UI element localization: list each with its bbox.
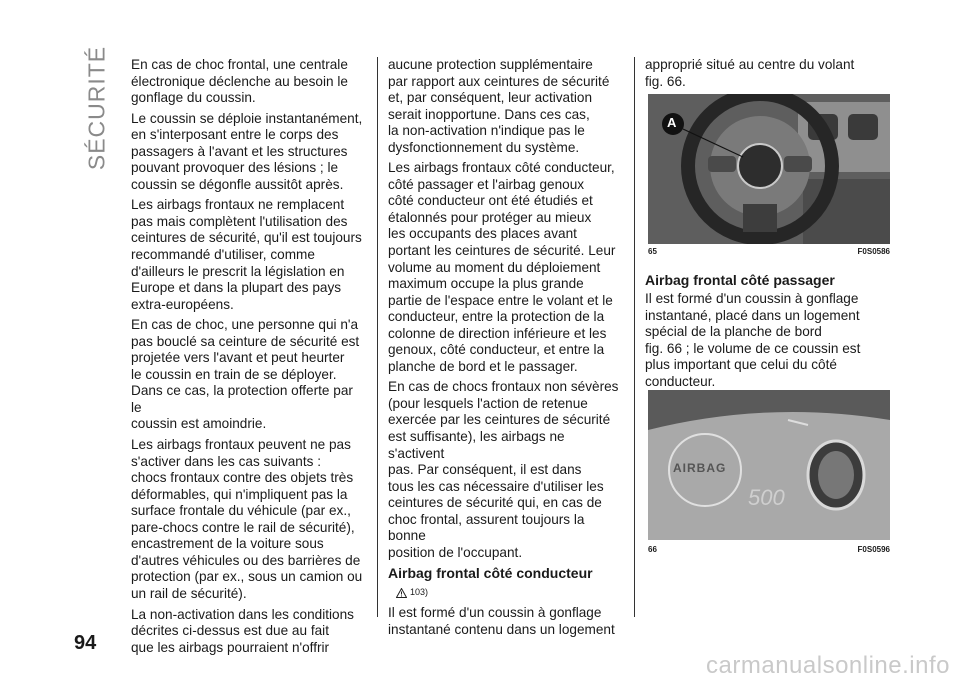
paragraph: Le coussin se déploie instantanément, en s'interposant entre le corps des passagers à l'avant et les structures pouvant provoquer des lésions ; le coussin se dégonfle aussitôt après. — [131, 110, 363, 192]
warning-reference — [396, 584, 624, 601]
column-2 — [388, 57, 624, 642]
section-title: SÉCURITÉ — [83, 45, 110, 171]
column-3-passenger — [645, 272, 890, 394]
paragraph: approprié situé au centre du volant fig. 66. — [645, 57, 855, 89]
steering-wheel-image — [648, 94, 890, 244]
figure-code: F0S0586 — [857, 247, 890, 256]
heading-passenger-airbag: Airbag frontal côté passager — [645, 272, 835, 288]
column-divider — [634, 57, 635, 617]
paragraph: Les airbags frontaux côté conducteur, côté passager et l'airbag genoux côté conducteur ont été étudiés et étalonnés pour protéger au mieux les occupants des places avant portant les ceintures de sécurité. Leur volume au moment du déploiement maximum occupe la plus grande partie de l'espace entre le volant et le conducteur, entre la protection de la colonne de direction inférieure et les genoux, côté conducteur, et entre la planche de bord et le passager. — [388, 160, 616, 374]
figure-caption — [648, 545, 890, 554]
airbag-label: AIRBAG — [673, 461, 727, 475]
figure-code: F0S0596 — [857, 545, 890, 554]
figure-number: 65 — [648, 247, 657, 256]
callout-label-a: A — [667, 115, 677, 130]
paragraph: En cas de choc frontal, une centrale électronique déclenche au besoin le gonflage du coussin. — [131, 57, 348, 106]
model-logo: 500 — [748, 485, 785, 510]
warning-ref-number: 103) — [410, 587, 429, 598]
section-tab — [82, 45, 112, 171]
column-3-intro — [645, 57, 890, 94]
paragraph: aucune protection supplémentaire par rapport aux ceintures de sécurité et, par conséquent, leur activation serait inopportune. Dans ces cas, la non-activation n'indique pas le dysfonctionnement du système. — [388, 57, 610, 155]
paragraph: En cas de chocs frontaux non sévères (pour lesquels l'action de retenue exercée par les ceintures de sécurité est suffisante), les airbags ne s'activent pas. Par conséquent, il est dans tous les cas nécessaire d'utiliser les ceintures de sécurité qui, en cas de choc frontal, assurent toujours la bonne position de l'occupant. — [388, 379, 619, 560]
watermark: carmanualsonline.info — [706, 652, 950, 679]
figure-caption — [648, 247, 890, 256]
column-divider — [377, 57, 378, 617]
paragraph: La non-activation dans les conditions décrites ci-dessus est due au fait que les airbags pourraient n'offrir — [131, 606, 354, 655]
paragraph: En cas de choc, une personne qui n'a pas bouclé sa ceinture de sécurité est projetée vers l'avant et peut heurter le coussin en train de se déployer. Dans ce cas, la protection offerte par le coussin est amoindrie. — [131, 317, 360, 432]
paragraph: Les airbags frontaux ne remplacent pas mais complètent l'utilisation des ceintures de sécurité, qu'il est toujours recommandé d'utiliser, comme d'ailleurs le prescrit la législation en Europe et dans la plupart des pays extra-européens. — [131, 197, 362, 312]
paragraph: Il est formé d'un coussin à gonflage instantané contenu dans un logement — [388, 604, 615, 637]
paragraph: Les airbags frontaux peuvent ne pas s'activer dans les cas suivants : chocs frontaux contre des objets très déformables, qui n'impliquent pas la surface frontale du véhicule (par ex., pare-chocs contre le rail de sécurité), encastrement de la voiture sous d'autres véhicules ou des barrières de protection (par ex., sous un camion ou un rail de sécurité). — [131, 437, 363, 601]
figure-number: 66 — [648, 545, 657, 554]
figure-steering-wheel — [648, 94, 890, 244]
page-number: 94 — [74, 632, 97, 654]
column-1 — [131, 57, 363, 660]
paragraph: Il est formé d'un coussin à gonflage instantané, placé dans un logement spécial de la planche de bord fig. 66 ; le volume de ce coussin est plus important que celui du côté conducteur. — [645, 291, 861, 389]
warning-icon — [396, 588, 407, 598]
figure-dashboard-airbag — [648, 390, 890, 540]
heading-driver-airbag: Airbag frontal côté conducteur — [388, 565, 593, 582]
